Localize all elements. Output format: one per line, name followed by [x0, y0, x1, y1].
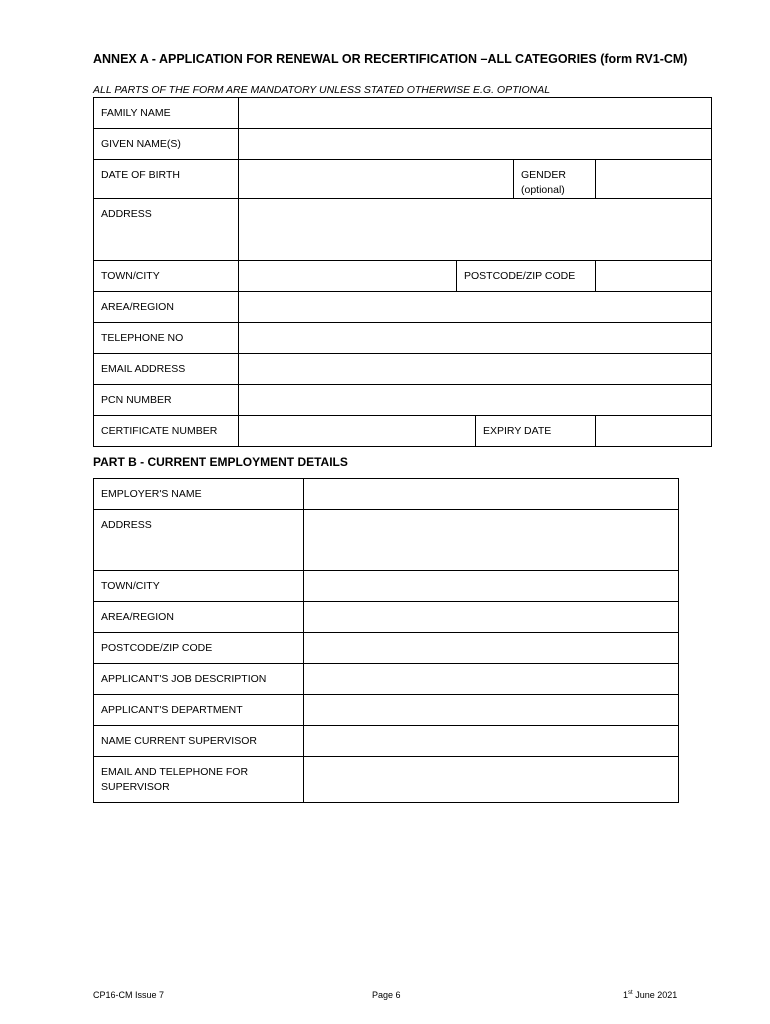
mandatory-note: ALL PARTS OF THE FORM ARE MANDATORY UNLESS STATED OTHERWISE E.G. OPTIONAL	[93, 84, 551, 96]
certificate-number-label: CERTIFICATE NUMBER	[94, 416, 239, 447]
date-of-birth-field[interactable]	[239, 160, 514, 199]
employer-address-field[interactable]	[304, 510, 679, 571]
employer-area-region-label: AREA/REGION	[94, 602, 304, 633]
supervisor-name-label: NAME CURRENT SUPERVISOR	[94, 726, 304, 757]
part-b-table	[93, 478, 679, 803]
footer-date-rest: June 2021	[632, 990, 678, 1000]
telephone-label: TELEPHONE NO	[94, 323, 239, 354]
part-b-heading: PART B - CURRENT EMPLOYMENT DETAILS	[93, 455, 348, 469]
employer-postcode-field[interactable]	[304, 633, 679, 664]
email-field[interactable]	[239, 354, 712, 385]
address-label: ADDRESS	[94, 199, 239, 261]
supervisor-contact-label: EMAIL AND TELEPHONE FOR SUPERVISOR	[94, 757, 304, 803]
address-field[interactable]	[239, 199, 712, 261]
given-names-field[interactable]	[239, 129, 712, 160]
area-region-label: AREA/REGION	[94, 292, 239, 323]
supervisor-contact-field[interactable]	[304, 757, 679, 803]
expiry-date-field[interactable]	[596, 416, 712, 447]
footer-doc-ref: CP16-CM Issue 7	[93, 990, 165, 1000]
employer-town-city-field[interactable]	[304, 571, 679, 602]
employer-postcode-label: POSTCODE/ZIP CODE	[94, 633, 304, 664]
gender-label: GENDER (optional)	[514, 160, 596, 199]
footer-date-suffix: st	[628, 990, 633, 996]
job-description-field[interactable]	[304, 664, 679, 695]
family-name-label: FAMILY NAME	[94, 98, 239, 129]
employer-name-field[interactable]	[304, 479, 679, 510]
footer-page-number: Page 6	[372, 990, 401, 1000]
employer-name-label: EMPLOYER'S NAME	[94, 479, 304, 510]
postcode-field[interactable]	[596, 261, 712, 292]
postcode-label: POSTCODE/ZIP CODE	[457, 261, 596, 292]
footer-date-day: 1	[623, 990, 629, 1000]
telephone-field[interactable]	[239, 323, 712, 354]
pcn-number-label: PCN NUMBER	[94, 385, 239, 416]
town-city-label: TOWN/CITY	[94, 261, 239, 292]
email-label: EMAIL ADDRESS	[94, 354, 239, 385]
employer-area-region-field[interactable]	[304, 602, 679, 633]
department-label: APPLICANT'S DEPARTMENT	[94, 695, 304, 726]
department-field[interactable]	[304, 695, 679, 726]
gender-field[interactable]	[596, 160, 712, 199]
employer-address-label: ADDRESS	[94, 510, 304, 571]
certificate-number-field[interactable]	[239, 416, 476, 447]
supervisor-name-field[interactable]	[304, 726, 679, 757]
part-a-table	[93, 97, 712, 447]
date-of-birth-label: DATE OF BIRTH	[94, 160, 239, 199]
family-name-field[interactable]	[239, 98, 712, 129]
area-region-field[interactable]	[239, 292, 712, 323]
employer-town-city-label: TOWN/CITY	[94, 571, 304, 602]
given-names-label: GIVEN NAME(S)	[94, 129, 239, 160]
form-title: ANNEX A - APPLICATION FOR RENEWAL OR RECERTIFICATION –ALL CATEGORIES (form RV1-CM)	[93, 52, 688, 66]
footer-date	[623, 990, 677, 1000]
job-description-label: APPLICANT'S JOB DESCRIPTION	[94, 664, 304, 695]
pcn-number-field[interactable]	[239, 385, 712, 416]
town-city-field[interactable]	[239, 261, 457, 292]
expiry-date-label: EXPIRY DATE	[476, 416, 596, 447]
